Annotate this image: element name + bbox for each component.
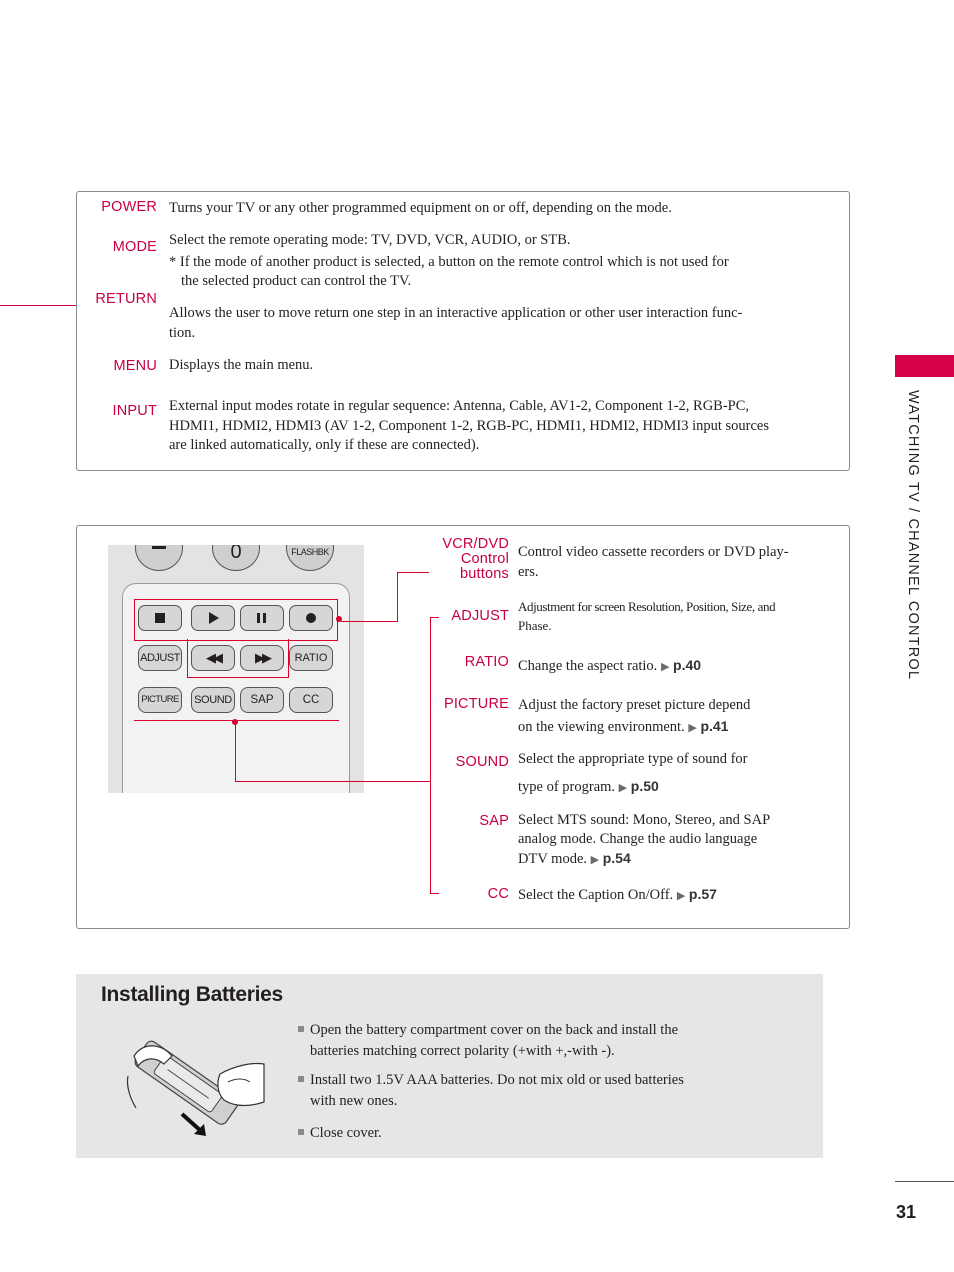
- desc-sound-1: Select the appropriate type of sound for: [518, 751, 748, 767]
- desc-sap-2: analog mode. Change the audio language: [518, 831, 758, 847]
- bullet-square-icon: [298, 1076, 304, 1082]
- arrow-icon: ▶: [590, 854, 600, 866]
- connector-vcr-v: [397, 572, 398, 622]
- remote-zero-button: 0: [212, 545, 260, 571]
- label-cc: CC: [487, 886, 509, 902]
- desc-input-3: are linked automatically, only if these are connected).: [169, 437, 480, 453]
- desc-mode: Select the remote operating mode: TV, DVD, VCR, AUDIO, or STB.: [169, 232, 571, 248]
- desc-adjust-1: Adjustment for screen Resolution, Position, Size, and: [518, 599, 776, 614]
- desc-return-2: tion.: [169, 325, 196, 341]
- sound-page-ref[interactable]: p.50: [630, 778, 659, 794]
- label-power: POWER: [101, 199, 157, 215]
- vcr-highlight-outline-lower: [187, 639, 289, 678]
- ratio-button-label: RATIO: [294, 652, 328, 664]
- desc-input-2: HDMI1, HDMI2, HDMI3 (AV 1-2, Component 1-2, RGB-PC, HDMI1, HDMI2, HDMI3 input sources: [169, 418, 769, 434]
- label-input: INPUT: [112, 403, 157, 419]
- connector-group-h: [235, 781, 431, 782]
- label-mode: MODE: [112, 239, 157, 255]
- connector-vcr-h1: [341, 621, 397, 622]
- label-sound: SOUND: [455, 754, 509, 770]
- desc-vcr-2: ers.: [518, 564, 539, 580]
- connector-group-v2: [430, 617, 431, 893]
- picture-button[interactable]: [138, 687, 182, 713]
- desc-picture-2: on the viewing environment. ▶ p.41: [518, 718, 729, 735]
- desc-input-1: External input modes rotate in regular sequence: Antenna, Cable, AV1-2, Component 1-2, RGB-PC,: [169, 398, 750, 414]
- label-ratio: RATIO: [464, 654, 509, 670]
- return-indicator-line: [0, 305, 77, 306]
- desc-sound-2: type of program. ▶ p.50: [518, 778, 659, 795]
- label-vcr-dvd-1: VCR/DVD: [442, 536, 509, 552]
- connector-group-v1: [235, 722, 236, 782]
- desc-sap-3: DTV mode. ▶ p.54: [518, 850, 631, 867]
- desc-power: Turns your TV or any other programmed equipment on or off, depending on the mode.: [169, 200, 672, 216]
- rewind-icon: ◀◀: [206, 650, 220, 665]
- sap-button[interactable]: [240, 687, 284, 713]
- battery-step-1: Open the battery compartment cover on the back and install the: [298, 1020, 678, 1041]
- adjust-button-label: ADJUST: [140, 652, 180, 664]
- arrow-icon: ▶: [676, 890, 686, 902]
- battery-install-illustration: [124, 1036, 270, 1140]
- label-sap: SAP: [479, 813, 509, 829]
- sound-button-label: SOUND: [194, 694, 232, 706]
- battery-step-3: Close cover.: [298, 1123, 382, 1144]
- page-number-rule: [895, 1181, 954, 1182]
- bullet-square-icon: [298, 1129, 304, 1135]
- label-vcr-dvd-3: buttons: [460, 566, 509, 582]
- desc-adjust-2: Phase.: [518, 618, 552, 633]
- battery-step-2: Install two 1.5V AAA batteries. Do not mix old or used batteries: [298, 1070, 684, 1091]
- sap-page-ref[interactable]: p.54: [602, 850, 631, 866]
- picture-button-label: PICTURE: [141, 694, 179, 705]
- picture-page-ref[interactable]: p.41: [700, 718, 729, 734]
- arrow-icon: ▶: [660, 661, 670, 673]
- bullet-square-icon: [298, 1026, 304, 1032]
- desc-mode-note-1: * If the mode of another product is selected, a button on the remote control which is not used for: [169, 254, 729, 270]
- label-vcr-dvd-2: Control: [460, 551, 509, 567]
- desc-sap-1: Select MTS sound: Mono, Stereo, and SAP: [518, 812, 771, 828]
- desc-menu: Displays the main menu.: [169, 357, 314, 373]
- arrow-icon: ▶: [618, 782, 628, 794]
- section-title: Installing Batteries: [101, 983, 283, 1006]
- remote-divider: [134, 720, 339, 721]
- sap-button-label: SAP: [250, 694, 274, 706]
- label-return: RETURN: [95, 291, 157, 307]
- desc-return-1: Allows the user to move return one step in an interactive application or other user interaction func-: [169, 305, 743, 321]
- fast-forward-icon: ▶▶: [255, 650, 269, 665]
- vcr-highlight-outline: [134, 599, 338, 641]
- desc-mode-note-2: the selected product can control the TV.: [181, 273, 412, 289]
- remote-flashbk-button: FLASHBK: [286, 545, 334, 571]
- sound-button[interactable]: [191, 687, 235, 713]
- label-picture: PICTURE: [443, 696, 509, 712]
- side-tab-marker: [895, 355, 954, 377]
- desc-ratio: Change the aspect ratio. ▶ p.40: [518, 657, 702, 674]
- desc-cc: Select the Caption On/Off. ▶ p.57: [518, 886, 717, 903]
- label-menu: MENU: [113, 358, 157, 374]
- page-number: 31: [896, 1202, 917, 1222]
- connector-vcr-h2: [397, 572, 429, 573]
- remote-illustration: [108, 545, 364, 793]
- desc-picture-1: Adjust the factory preset picture depend: [518, 697, 751, 713]
- desc-vcr-1: Control video cassette recorders or DVD play-: [518, 544, 789, 560]
- adjust-button[interactable]: [138, 645, 182, 671]
- remote-minus-button: [135, 545, 183, 571]
- connector-cc: [430, 893, 439, 894]
- ratio-button[interactable]: [289, 645, 333, 671]
- cc-button[interactable]: [289, 687, 333, 713]
- section-side-title: WATCHING TV / CHANNEL CONTROL: [905, 390, 921, 681]
- ratio-page-ref[interactable]: p.40: [673, 657, 702, 673]
- battery-step-1-cont: batteries matching correct polarity (+with +,-with -).: [310, 1043, 615, 1059]
- battery-step-2-cont: with new ones.: [310, 1093, 398, 1109]
- arrow-icon: ▶: [688, 722, 697, 734]
- connector-adjust: [430, 617, 439, 618]
- label-adjust: ADJUST: [451, 608, 509, 624]
- cc-page-ref[interactable]: p.57: [688, 886, 717, 902]
- cc-button-label: CC: [302, 694, 320, 706]
